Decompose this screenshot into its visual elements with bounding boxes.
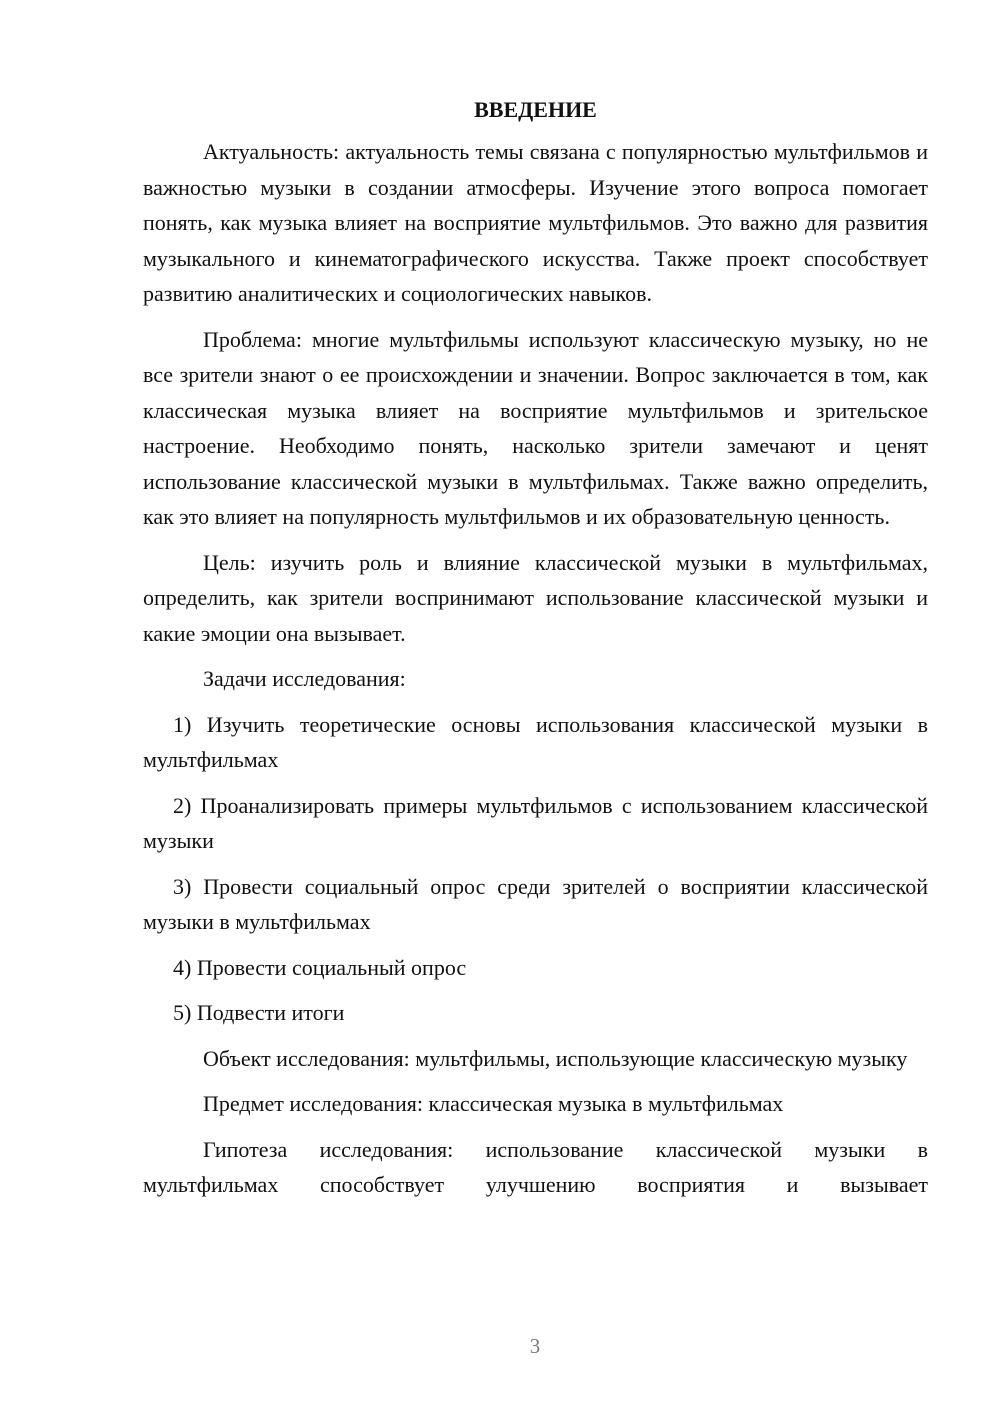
- paragraph-hypothesis: Гипотеза исследования: использование классической музыки в мультфильмах способствует улучшению восприятия и вызывает: [143, 1136, 928, 1197]
- task-item-3: 3) Провести социальный опрос среди зрителей о восприятии классической музыки в мультфильмах: [143, 873, 928, 934]
- task-item-1: 1) Изучить теоретические основы использования классической музыки в мультфильмах: [143, 711, 928, 772]
- task-item-4: 4) Провести социальный опрос: [173, 954, 467, 980]
- task-item-2: 2) Проанализировать примеры мультфильмов с использованием классической музыки: [143, 792, 928, 853]
- paragraph-object: Объект исследования: мультфильмы, использующие классическую музыку: [203, 1045, 908, 1071]
- document-body: [143, 92, 928, 1203]
- paragraph-relevance: Актуальность: актуальность темы связана с популярностью мультфильмов и важностью музыки в создании атмосферы. Изучение этого вопроса помогает понять, как музыка влияет на восприятие мультфильмов. Это важно для развития музыкального и кинематографического искусства. Также проект способствует развитию аналитических и социологических навыков.: [143, 139, 928, 306]
- task-item-5: 5) Подвести итоги: [173, 1000, 345, 1025]
- paragraph-tasks-heading: Задачи исследования:: [203, 666, 406, 691]
- page-number: 3: [529, 1334, 541, 1358]
- paragraph-subject: Предмет исследования: классическая музыка в мультфильмах: [203, 1091, 784, 1116]
- section-title: ВВЕДЕНИЕ: [474, 97, 597, 122]
- paragraph-goal: Цель: изучить роль и влияние классической музыки в мультфильмах, определить, как зрители воспринимают использование классической музыки и какие эмоции она вызывает.: [143, 549, 928, 646]
- paragraph-problem: Проблема: многие мультфильмы используют классическую музыку, но не все зрители знают о ее происхождении и значении. Вопрос заключается в том, как классическая музыка влияет на восприятие мультфильмов и зрительское настроение. Необходимо понять, насколько зрители замечают и ценят использование классической музыки в мультфильмах. Также важно определить, как это влияет на популярность мультфильмов и их образовательную ценность.: [143, 326, 928, 529]
